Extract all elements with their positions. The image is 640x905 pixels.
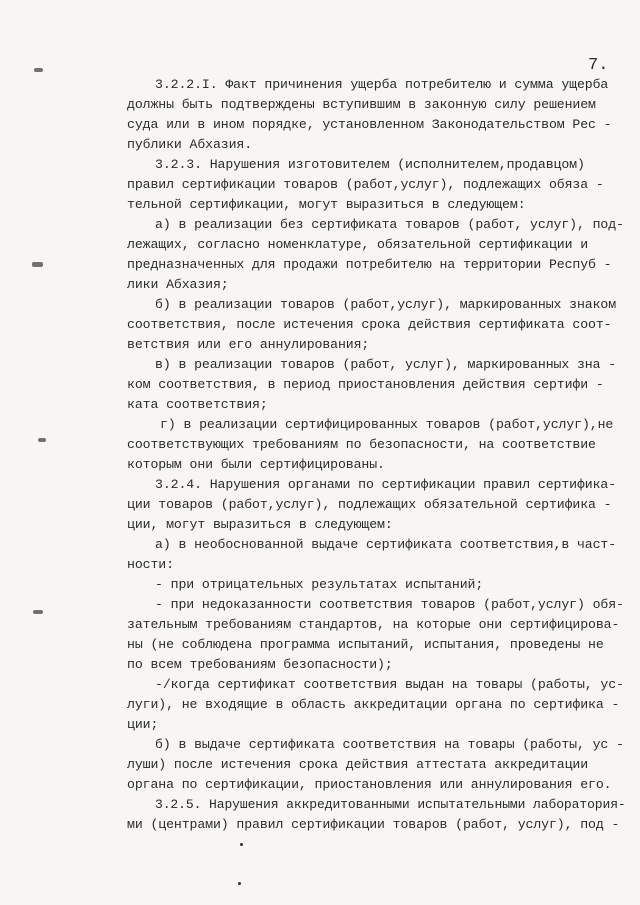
text-line-l20: которым они были сертифицированы. bbox=[127, 457, 385, 472]
text-line-l01: 3.2.2.I. Факт причинения ущерба потребителю и сумма ущерба bbox=[155, 77, 609, 92]
text-line-l18: г) в реализации сертифицированных товаров (работ,услуг),не bbox=[160, 417, 614, 432]
text-line-l12: б) в реализации товаров (работ,услуг), маркированных знаком bbox=[155, 297, 617, 312]
text-line-l35: луши) после истечения срока действия аттестата аккредитации bbox=[127, 757, 589, 772]
text-line-l23: ции, могут выразиться в следующем: bbox=[127, 517, 393, 532]
text-line-l33: ции; bbox=[127, 717, 159, 732]
text-line-l08: а) в реализации без сертификата товаров (работ, услуг), под- bbox=[155, 217, 624, 232]
text-line-l27: - при недоказанности соответствия товаров (работ,услуг) обя- bbox=[155, 597, 624, 612]
text-line-l05: 3.2.3. Нарушения изготовителем (исполнителем,продавцом) bbox=[155, 157, 585, 172]
text-line-l10: предназначенных для продажи потребителю на территории Респуб - bbox=[127, 257, 612, 272]
punch-mark-lower bbox=[38, 438, 46, 442]
text-line-l28: зательным требованиям стандартов, на которые они сертифицирова- bbox=[127, 617, 620, 632]
text-line-l06: правил сертификации товаров (работ,услуг), подлежащих обяза - bbox=[127, 177, 604, 192]
text-line-l26: - при отрицательных результатах испытаний; bbox=[155, 577, 484, 592]
punch-mark-top bbox=[34, 68, 43, 72]
text-line-l09: лежащих, согласно номенклатуре, обязательной сертификации и bbox=[127, 237, 589, 252]
text-line-l19: соответствующих требованиям по безопасности, на соответствие bbox=[127, 437, 596, 452]
speck-mark bbox=[238, 882, 241, 885]
punch-mark-bottom bbox=[33, 610, 43, 614]
text-line-l02: должны быть подтверждены вступившим в законную силу решением bbox=[127, 97, 596, 112]
text-line-l25: ности: bbox=[127, 557, 174, 572]
punch-mark-middle bbox=[32, 262, 43, 267]
text-line-l15: в) в реализации товаров (работ, услуг), маркированных зна - bbox=[155, 357, 617, 372]
text-line-l16: ком соответствия, в период приостановления действия сертифи - bbox=[127, 377, 604, 392]
text-line-l31: -/когда сертификат соответствия выдан на товары (работы, ус- bbox=[155, 677, 624, 692]
text-line-l13: соответствия, после истечения срока действия сертификата соот- bbox=[127, 317, 612, 332]
text-line-l03: суда или в ином порядке, установленном Законодательством Рес - bbox=[127, 117, 612, 132]
text-line-l36: органа по сертификации, приостановления или аннулирования его. bbox=[127, 777, 612, 792]
text-line-l21: 3.2.4. Нарушения органами по сертификации правил сертифика- bbox=[155, 477, 617, 492]
text-line-l14: ветствия или его аннулирования; bbox=[127, 337, 370, 352]
text-line-l30: по всем требованиям безопасности); bbox=[127, 657, 393, 672]
text-line-l34: б) в выдаче сертификата соответствия на товары (работы, ус - bbox=[155, 737, 624, 752]
text-line-l17: ката соответствия; bbox=[127, 397, 268, 412]
text-line-l32: луги), не входящие в область аккредитации органа по сертифика - bbox=[127, 697, 620, 712]
text-line-l11: лики Абхазия; bbox=[127, 277, 229, 292]
speck-mark bbox=[240, 843, 243, 846]
text-line-l22: ции товаров (работ,услуг), подлежащих обязательной сертифика - bbox=[127, 497, 612, 512]
text-line-l07: тельной сертификации, могут выразиться в следующем: bbox=[127, 197, 526, 212]
page-number: 7. bbox=[588, 56, 609, 75]
text-line-l38: ми (центрами) правил сертификации товаров (работ, услуг), под - bbox=[127, 817, 620, 832]
text-line-l37: 3.2.5. Нарушения аккредитованными испытательными лаборатория- bbox=[155, 797, 626, 812]
text-line-l24: а) в необоснованной выдаче сертификата соответствия,в част- bbox=[155, 537, 617, 552]
text-line-l29: ны (не соблюдена программа испытаний, испытания, проведены не bbox=[127, 637, 604, 652]
text-line-l04: публики Абхазия. bbox=[127, 137, 253, 152]
